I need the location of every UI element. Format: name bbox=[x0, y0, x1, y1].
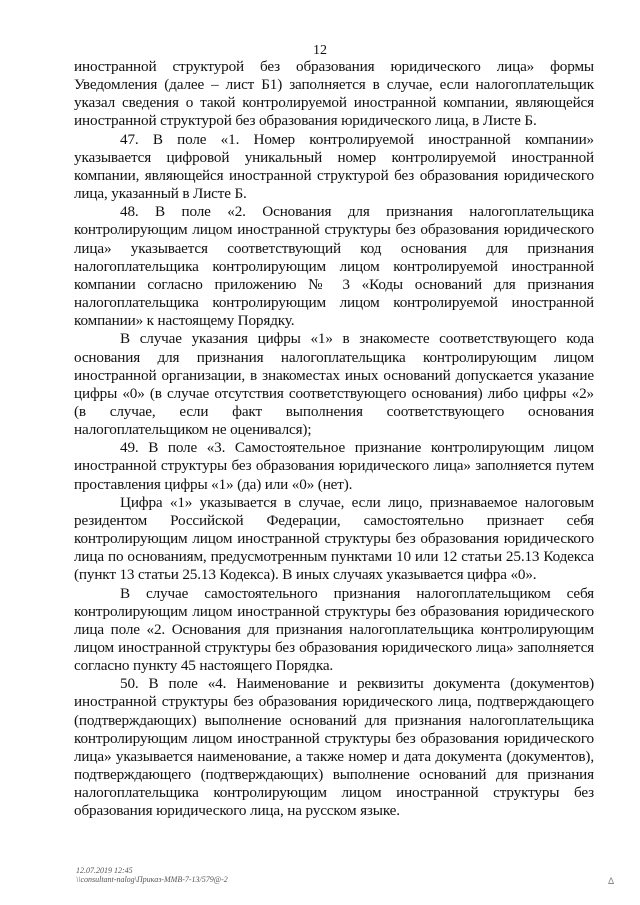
footer-timestamp: 12.07.2019 12:45 bbox=[76, 866, 133, 875]
paragraph-49: 49. В поле «3. Самостоятельное признание контролирующим лицом иностранной структуры без образования юридического лица» заполняется путем проставления цифры «1» (да) или «0» (нет). bbox=[74, 439, 594, 493]
corner-mark: ᐃ bbox=[608, 876, 615, 886]
document-body bbox=[74, 58, 594, 821]
document-footer bbox=[76, 866, 228, 884]
page-number: 12 bbox=[313, 43, 327, 58]
paragraph-48-note: В случае указания цифры «1» в знакоместе соответствующего кода основания для признания налогоплательщика контролирующим лицом иностранной организации, в знакоместах иных оснований допускается указание цифры «0» (в случае отсутствия соответствующего основания) либо цифры «2» (в случае, если факт выполнения соответствующего основания налогоплательщиком не оценивался); bbox=[74, 330, 594, 439]
paragraph-48: 48. В поле «2. Основания для признания налогоплательщика контролирующим лицом иностранной структуры без образования юридического лица» указывается соответствующий код основания для признания налогоплательщика контролирующим лицом контролируемой иностранной компании согласно приложению № 3 «Коды оснований для признания налогоплательщика контролирующим лицом контролируемой иностранной компании» к настоящему Порядку. bbox=[74, 203, 594, 330]
paragraph-continuation: иностранной структурой без образования юридического лица» формы Уведомления (далее – лист Б1) заполняется в случае, если налогоплательщик указал сведения о такой контролируемой иностранной компании, являющейся иностранной структурой без образования юридического лица, в Листе Б. bbox=[74, 58, 594, 130]
paragraph-49-digit-one: Цифра «1» указывается в случае, если лицо, признаваемое налоговым резидентом Российской Федерации, самостоятельно признает себя контролирующим лицом иностранной структуры без образования юридического лица по основаниям, предусмотренным пунктами 10 или 12 статьи 25.13 Кодекса (пункт 13 статьи 25.13 Кодекса). В иных случаях указывается цифра «0». bbox=[74, 493, 594, 584]
paragraph-50: 50. В поле «4. Наименование и реквизиты документа (документов) иностранной структуры без образования юридического лица, подтверждающего (подтверждающих) выполнение оснований для признания налогоплательщика контролирующим лицом иностранной структуры без образования юридического лица» указывается наименование, а также номер и дата документа (документов), подтверждающего (подтверждающих) выполнение оснований для признания налогоплательщика контролирующим лицом иностранной структуры без образования юридического лица, на русском языке. bbox=[74, 675, 594, 820]
footer-file-path: \\consultant-nalog\Приказ-MMB-7-13/579@-2 bbox=[76, 875, 228, 884]
paragraph-49-self-recognition: В случае самостоятельного признания налогоплательщиком себя контролирующим лицом иностранной структуры без образования юридического лица поле «2. Основания для признания налогоплательщика контролирующим лицом иностранной структуры без образования юридического лица» заполняется согласно пункту 45 настоящего Порядка. bbox=[74, 584, 594, 675]
paragraph-47: 47. В поле «1. Номер контролируемой иностранной компании» указывается цифровой уникальный номер контролируемой иностранной компании, являющейся иностранной структурой без образования юридического лица, указанный в Листе Б. bbox=[74, 130, 594, 203]
